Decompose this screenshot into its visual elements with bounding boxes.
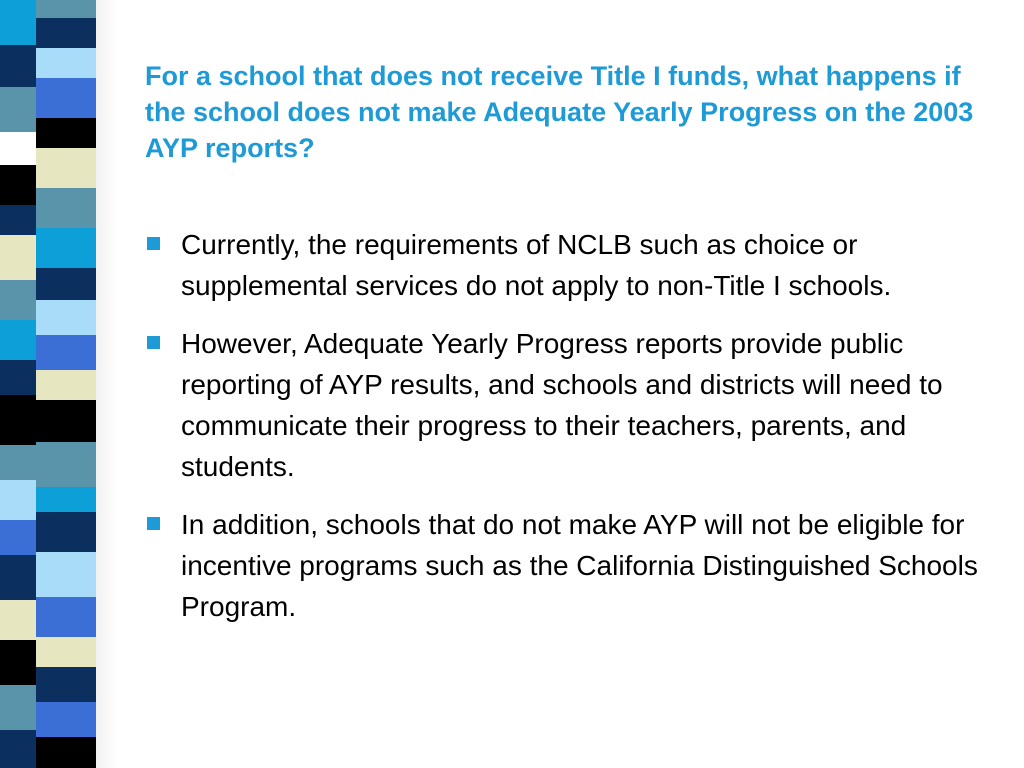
square-bullet-icon bbox=[147, 517, 160, 530]
stripe-column-left bbox=[0, 0, 36, 768]
stripe-segment bbox=[0, 640, 36, 685]
stripe-segment bbox=[0, 132, 36, 165]
stripe-segment bbox=[0, 730, 36, 768]
stripe-segment bbox=[36, 637, 96, 667]
square-bullet-icon bbox=[147, 336, 160, 349]
bullet-text: Currently, the requirements of NCLB such as choice or supplemental services do not apply to non-Title I schools. bbox=[181, 229, 892, 301]
stripe-segment bbox=[36, 667, 96, 702]
stripe-segment bbox=[0, 205, 36, 235]
stripe-segment bbox=[36, 148, 96, 188]
stripe-segment bbox=[36, 228, 96, 268]
stripe-segment bbox=[0, 600, 36, 640]
bullet-item bbox=[145, 224, 995, 306]
stripe-segment bbox=[36, 597, 96, 637]
square-bullet-icon bbox=[147, 237, 160, 250]
bullet-text: In addition, schools that do not make AYP will not be eligible for incentive programs such as the California Distinguished Schools Program. bbox=[181, 509, 978, 622]
stripe-segment bbox=[36, 442, 96, 487]
stripe-segment bbox=[0, 480, 36, 520]
stripe-segment bbox=[36, 268, 96, 300]
stripe-segment bbox=[0, 87, 36, 132]
stripe-segment bbox=[36, 188, 96, 228]
stripe-segment bbox=[0, 320, 36, 360]
stripe-segment bbox=[0, 45, 36, 87]
stripe-segment bbox=[36, 78, 96, 118]
stripe-segment bbox=[0, 280, 36, 320]
stripe-segment bbox=[0, 395, 36, 445]
stripe-segment bbox=[36, 118, 96, 148]
stripe-segment bbox=[0, 360, 36, 395]
stripe-segment bbox=[36, 487, 96, 512]
bullet-list bbox=[145, 224, 995, 644]
bullet-text: However, Adequate Yearly Progress reports provide public reporting of AYP results, and schools and districts will need to communicate their progress to their teachers, parents, and students. bbox=[181, 328, 943, 482]
stripe-segment bbox=[0, 0, 36, 45]
stripe-segment bbox=[0, 165, 36, 205]
stripe-segment bbox=[36, 737, 96, 768]
stripe-segment bbox=[36, 300, 96, 335]
stripe-column-right bbox=[36, 0, 96, 768]
stripe-segment bbox=[36, 552, 96, 597]
stripe-segment bbox=[36, 48, 96, 78]
stripe-segment bbox=[36, 702, 96, 737]
stripe-segment bbox=[36, 512, 96, 552]
stripe-segment bbox=[0, 235, 36, 280]
stripe-segment bbox=[0, 445, 36, 480]
stripe-segment bbox=[0, 520, 36, 555]
stripe-segment bbox=[36, 18, 96, 48]
bullet-item bbox=[145, 323, 995, 487]
stripe-segment bbox=[36, 0, 96, 18]
stripe-segment bbox=[36, 370, 96, 400]
stripe-segment bbox=[0, 555, 36, 600]
bullet-item bbox=[145, 504, 995, 627]
stripe-segment bbox=[36, 400, 96, 442]
slide-title: For a school that does not receive Title I funds, what happens if the school does not make Adequate Yearly Progress on the 2003 AYP reports? bbox=[145, 61, 974, 163]
stripe-segment bbox=[0, 685, 36, 730]
stripe-segment bbox=[36, 335, 96, 370]
decorative-stripe-band bbox=[0, 0, 100, 768]
